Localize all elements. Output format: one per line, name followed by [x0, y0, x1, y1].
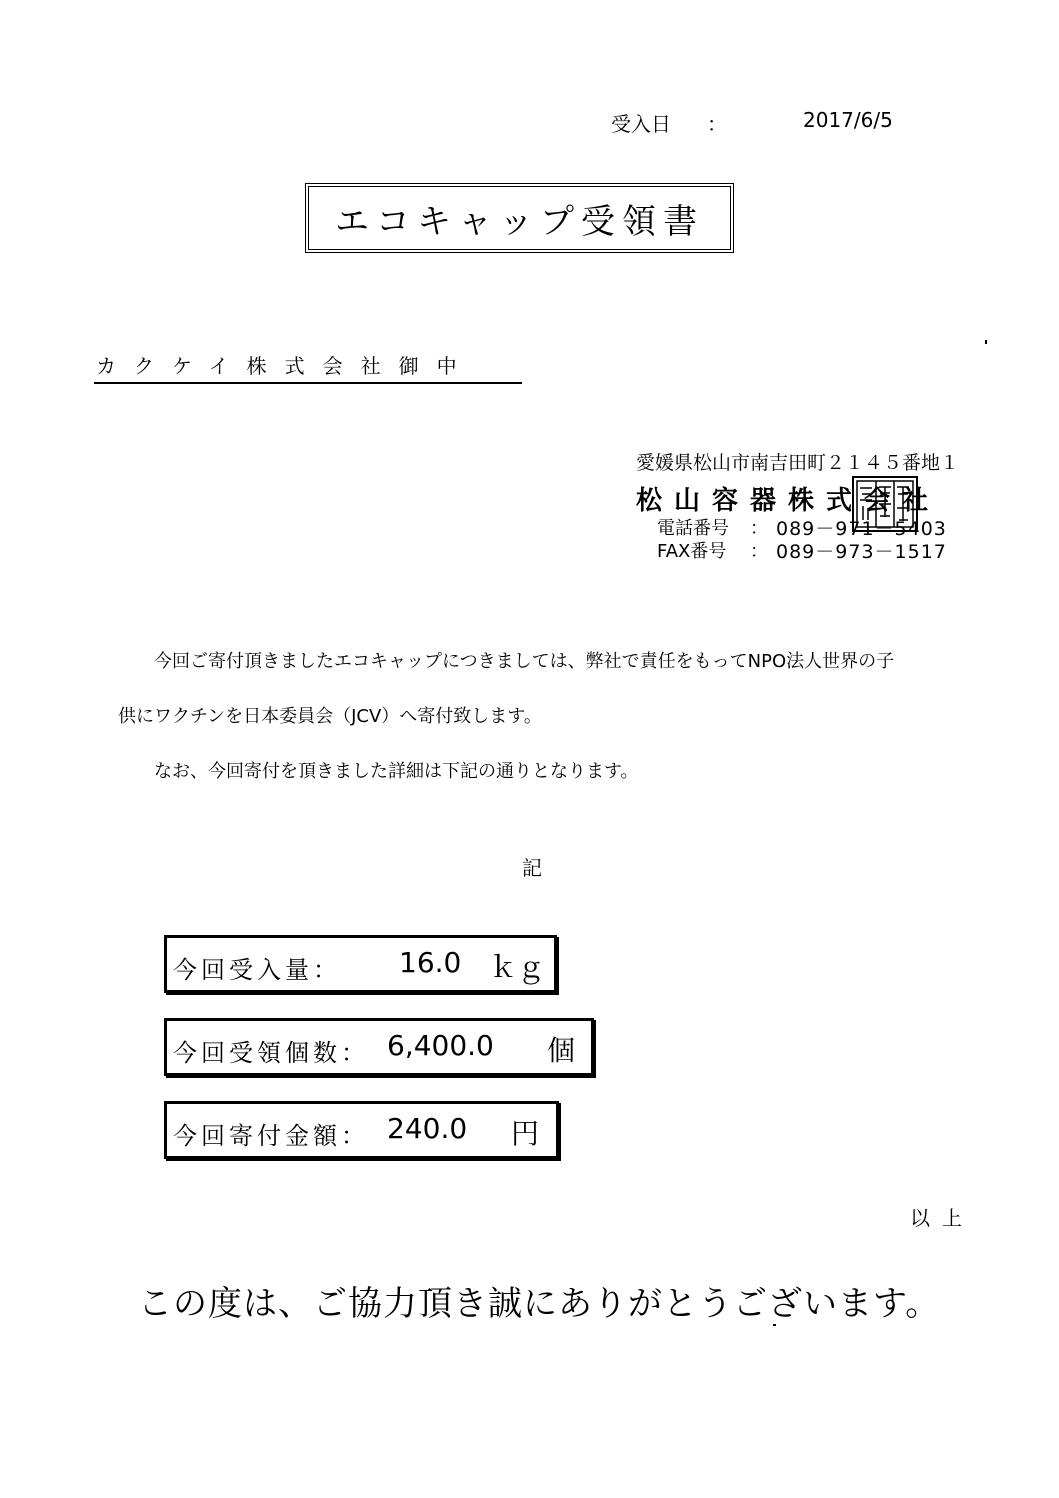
document-title-box — [305, 183, 734, 253]
body-paragraph-2: 供にワクチンを日本委員会（JCV）へ寄付致します。 — [118, 706, 542, 727]
thank-you-message: この度は、ご協力頂き誠にありがとうございます。 — [138, 1284, 941, 1324]
company-seal-stamp — [852, 476, 918, 532]
recipient-name: カクケイ株式会社御中 — [96, 354, 475, 378]
phone-number: 089－971－5403 — [776, 518, 947, 540]
record-heading: 記 — [522, 856, 542, 880]
scan-speck — [773, 1324, 776, 1326]
fax-number: 089－973－1517 — [776, 541, 947, 563]
received-weight-value: 16.0 — [399, 946, 462, 979]
donation-amount-label: 今回寄付金額： — [173, 1122, 369, 1150]
received-date-colon: ： — [707, 112, 727, 136]
phone-colon: ： — [750, 518, 768, 539]
body-paragraph-1: 今回ご寄付頂きましたエコキャップにつきましては、弊社で責任をもってNPO法人世界の子 — [154, 651, 895, 672]
received-count-value: 6,400.0 — [387, 1029, 494, 1062]
fax-label: FAX番号 — [657, 541, 727, 562]
donation-amount-value: 240.0 — [387, 1112, 468, 1145]
received-date-label: 受入日 — [611, 112, 671, 136]
phone-label: 電話番号 — [657, 518, 729, 539]
document-title: エコキャップ受領書 — [335, 201, 704, 242]
donation-amount-unit: 円 — [511, 1117, 540, 1150]
scan-speck — [985, 340, 987, 344]
recipient-line — [94, 348, 522, 384]
received-weight-label: 今回受入量： — [173, 956, 341, 984]
received-date-value: 2017/6/5 — [803, 108, 893, 132]
sender-address: 愛媛県松山市南吉田町２１４５番地１ — [636, 452, 960, 474]
received-count-unit: 個 — [547, 1034, 576, 1067]
donation-amount-box — [164, 1101, 559, 1159]
body-paragraph-3: なお、今回寄付を頂きました詳細は下記の通りとなります。 — [154, 761, 639, 782]
sender-company: 松山容器株式会社 — [636, 486, 941, 516]
seal-icon — [854, 478, 916, 530]
received-count-box — [164, 1018, 594, 1076]
received-weight-box — [164, 935, 557, 993]
received-weight-unit: ｋｇ — [489, 951, 546, 984]
fax-colon: ： — [750, 541, 768, 562]
received-count-label: 今回受領個数： — [173, 1039, 369, 1067]
closing-text: 以上 — [910, 1206, 974, 1230]
